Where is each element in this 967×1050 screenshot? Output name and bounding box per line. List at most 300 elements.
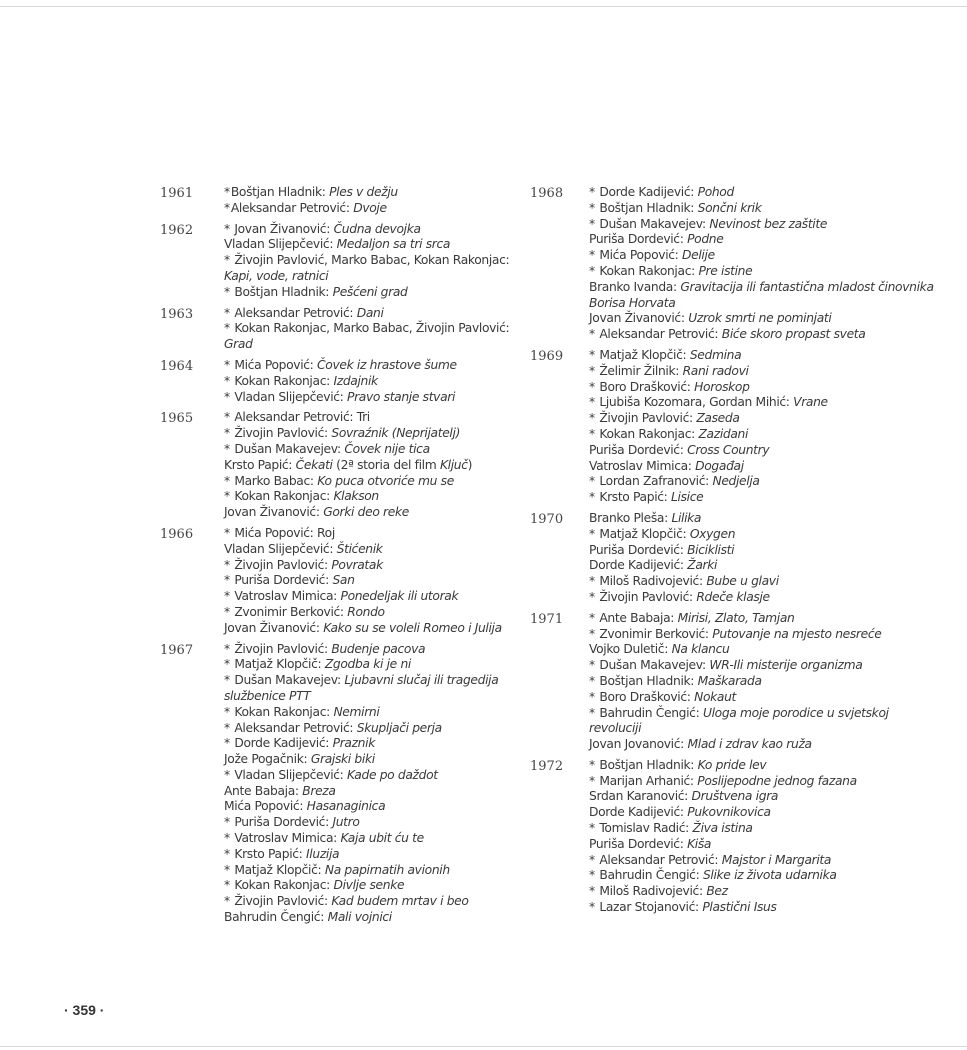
film-director: Vladan Slijepčević:: [234, 389, 348, 404]
film-entry: [589, 821, 934, 837]
film-title: Ples v dežju: [329, 185, 398, 199]
year-block: [530, 758, 940, 916]
film-entry: [224, 878, 524, 894]
film-director: Matjaž Klopčič:: [234, 657, 325, 672]
film-title: Horoskop: [694, 379, 750, 394]
film-director: Aleksandar Petrović:: [234, 720, 357, 735]
film-title: Čudna devojka: [333, 221, 421, 236]
film-title: Grad: [224, 337, 253, 352]
film-entry: [589, 411, 934, 427]
film-director: Boštjan Hladnik:: [599, 757, 698, 772]
premiere-marker: *: [224, 200, 230, 215]
film-title: Vrane: [793, 395, 828, 410]
film-entry: [589, 884, 934, 900]
film-entry: [589, 690, 934, 706]
film-entry: [589, 558, 934, 574]
film-title: Podne: [687, 232, 724, 247]
film-title: Hasanaginica: [306, 799, 386, 814]
film-director: Ljubiša Kozomara, Gordan Mihić:: [599, 395, 794, 410]
film-title: Divlje senke: [333, 878, 405, 893]
film-entry: [589, 658, 934, 674]
film-note: (2ª storia del film: [332, 457, 440, 472]
film-entry: [224, 237, 524, 253]
premiere-marker: *: [224, 720, 234, 735]
film-entry: [224, 657, 524, 673]
premiere-marker: *: [224, 815, 234, 830]
film-director: Kokan Rakonjac, Marko Babac, Živojin Pavlović:: [234, 321, 510, 336]
film-director: Želimir Žilnik:: [599, 363, 683, 378]
premiere-marker: *: [589, 610, 599, 625]
film-entry: [589, 327, 934, 343]
premiere-marker: *: [224, 357, 234, 372]
film-title: Čekati: [295, 457, 333, 472]
film-entries: [589, 348, 934, 506]
film-entry: [224, 505, 524, 521]
film-director: Bahrudin Čengić:: [599, 868, 703, 883]
film-director: Vatroslav Mimica:: [589, 458, 696, 473]
film-title: Događaj: [695, 458, 744, 473]
film-director: Krsto Papić:: [599, 490, 672, 505]
film-title: WR-Ili misterije organizma: [709, 658, 863, 673]
film-title: Kaja ubit ću te: [340, 831, 424, 846]
premiere-marker: *: [224, 641, 234, 656]
film-entry: [589, 774, 934, 790]
film-entry: [224, 410, 524, 426]
premiere-marker: *: [224, 657, 234, 672]
film-entries: [589, 758, 934, 916]
film-entry: [224, 426, 524, 442]
film-director: Vladan Slijepčević:: [234, 767, 348, 782]
film-entry: [589, 201, 934, 217]
film-title: Slike iz života udarnika: [702, 868, 837, 883]
premiere-marker: *: [224, 253, 234, 268]
film-director: Kokan Rakonjac:: [234, 878, 334, 893]
film-director: Kokan Rakonjac:: [234, 373, 334, 388]
film-entry: [224, 390, 524, 406]
year-label: 1970: [530, 511, 564, 527]
film-director: Puriša Dordević:: [234, 815, 333, 830]
year-label: 1972: [530, 758, 564, 774]
film-entry: [589, 248, 934, 264]
film-entry: [224, 589, 524, 605]
film-entries: [589, 185, 934, 343]
film-title: Ko puca otvoriće mu se: [317, 473, 454, 488]
film-entry: [224, 489, 524, 505]
film-title: Zgodba ki je ni: [324, 657, 411, 672]
film-director: Živojin Pavlović:: [234, 557, 332, 572]
year-block: [530, 348, 940, 506]
film-title: Pešćeni grad: [332, 284, 408, 299]
film-director: Vojko Duletič:: [589, 642, 672, 657]
year-label: 1966: [160, 526, 194, 542]
premiere-marker: *: [589, 689, 599, 704]
film-entry: [224, 253, 524, 285]
film-entry: [589, 900, 934, 916]
premiere-marker: *: [589, 673, 599, 688]
film-entry: [224, 673, 524, 705]
film-title: Mali vojnici: [327, 910, 392, 925]
premiere-marker: *: [589, 379, 599, 394]
film-title: Na papirnatih avionih: [324, 862, 450, 877]
film-entry: [589, 590, 934, 606]
film-director: Živojin Pavlović:: [234, 426, 332, 441]
year-label: 1968: [530, 186, 564, 201]
film-title: San: [332, 573, 355, 588]
film-title: Živa istina: [692, 821, 753, 836]
film-director: Dušan Makavejev:: [234, 673, 345, 688]
film-title: Zaseda: [696, 411, 740, 426]
premiere-marker: *: [224, 389, 234, 404]
film-entry: [589, 642, 934, 658]
film-director: Branko Ivanda:: [589, 279, 681, 294]
film-entry: [224, 831, 524, 847]
film-entry: [224, 558, 524, 574]
film-title: Ko pride lev: [697, 757, 767, 772]
film-director: Matjaž Klopčič:: [599, 526, 690, 541]
film-title: Cross Country: [687, 442, 770, 457]
film-director: Dorde Kadijević:: [234, 736, 333, 751]
year-block: [160, 306, 530, 353]
film-entry: [224, 605, 524, 621]
film-director: Puriša Dordević:: [589, 232, 688, 247]
film-director: Kokan Rakonjac:: [234, 704, 334, 719]
film-title: Plastični Isus: [702, 900, 777, 915]
premiere-marker: *: [589, 185, 599, 199]
premiere-marker: *: [224, 589, 234, 604]
film-entry: [589, 427, 934, 443]
film-director: Miloš Radivojević:: [599, 884, 707, 899]
bottom-rule: [0, 1046, 967, 1047]
film-title: Nokaut: [694, 689, 737, 704]
film-director: Vladan Slijepčević:: [224, 541, 337, 556]
film-entry: [589, 853, 934, 869]
film-title: Kad budem mrtav i beo: [331, 894, 469, 909]
film-title: Žarki: [687, 558, 718, 573]
film-entry: [589, 805, 934, 821]
film-entry: [224, 285, 524, 301]
film-director: Boštjan Hladnik:: [234, 284, 333, 299]
film-title: Dani: [356, 305, 384, 320]
film-director: Boštjan Hladnik:: [599, 673, 698, 688]
filmography-left-column: [160, 185, 530, 931]
film-title: Maškarada: [697, 673, 762, 688]
film-director: Kokan Rakonjac:: [234, 489, 334, 504]
film-entry: [224, 784, 524, 800]
film-title: Društvena igra: [691, 789, 779, 804]
film-director: Aleksandar Petrović:: [599, 852, 722, 867]
premiere-marker: *: [589, 327, 599, 342]
premiere-marker: *: [224, 185, 230, 199]
premiere-marker: *: [224, 305, 234, 320]
film-entry: [589, 706, 934, 738]
film-title: Mirisi, Zlato, Tamjan: [677, 610, 795, 625]
film-director: Mića Popović: Roj: [234, 525, 335, 540]
film-title: Nevinost bez zaštite: [709, 216, 828, 231]
film-director: Dorde Kadijević:: [599, 185, 698, 199]
film-entries: [224, 358, 524, 405]
film-entries: [224, 306, 524, 353]
premiere-marker: *: [589, 347, 599, 362]
film-title: Čovek iz hrastove šume: [317, 357, 457, 372]
premiere-marker: *: [224, 525, 234, 540]
film-director: Mića Popović:: [234, 357, 318, 372]
premiere-marker: *: [224, 489, 234, 504]
film-director: Vatroslav Mimica:: [234, 831, 341, 846]
year-block: [530, 185, 940, 343]
film-director: Vatroslav Mimica:: [234, 589, 341, 604]
premiere-marker: *: [589, 589, 599, 604]
film-entry: [589, 543, 934, 559]
film-entry: [224, 863, 524, 879]
premiere-marker: *: [589, 474, 599, 489]
film-director: Puriša Dordević:: [589, 542, 688, 557]
film-entry: [589, 789, 934, 805]
film-title: Ljubavni slučaj ili tragedija službenice PTT: [224, 673, 499, 703]
premiere-marker: *: [589, 900, 599, 915]
year-label: 1962: [160, 222, 194, 238]
film-entries: [224, 526, 524, 637]
film-title: Štićenik: [336, 541, 383, 556]
film-entry: [224, 321, 524, 353]
film-entry: [224, 621, 524, 637]
premiere-marker: *: [589, 626, 599, 641]
film-title: Mlad i zdrav kao ruža: [687, 737, 812, 752]
premiere-marker: *: [224, 284, 234, 299]
premiere-marker: *: [589, 248, 599, 263]
film-director: Dušan Makavejev:: [234, 441, 345, 456]
film-title: Breza: [302, 783, 336, 798]
film-title: Praznik: [332, 736, 375, 751]
year-block: [160, 410, 530, 521]
film-entry: [589, 443, 934, 459]
film-entry: [589, 185, 934, 201]
film-director: Zvonimir Berković:: [234, 604, 348, 619]
film-entries: [224, 410, 524, 521]
premiere-marker: *: [589, 757, 599, 772]
year-block: [160, 526, 530, 637]
film-director: Lordan Zafranović:: [599, 474, 713, 489]
year-label: 1967: [160, 642, 194, 658]
film-director: Ante Babaja:: [224, 783, 303, 798]
film-title: Gorki deo reke: [323, 505, 409, 520]
film-director: Jovan Živanović:: [224, 620, 324, 635]
film-entry: [589, 395, 934, 411]
film-entry: [224, 910, 524, 926]
page-number: · 359 ·: [64, 1002, 105, 1018]
film-entry: [589, 280, 934, 312]
film-entry: [589, 380, 934, 396]
film-director: Živojin Pavlović, Marko Babac, Kokan Rakonjac:: [234, 253, 510, 268]
year-label: 1963: [160, 306, 194, 322]
film-entry: [589, 348, 934, 364]
film-title: Bez: [706, 884, 728, 899]
film-director: Jovan Živanović:: [224, 505, 324, 520]
film-title: Iluzija: [306, 846, 340, 861]
film-entry: [224, 526, 524, 542]
premiere-marker: *: [589, 705, 599, 720]
film-entry: [224, 736, 524, 752]
year-label: 1971: [530, 611, 564, 627]
film-entry: [224, 847, 524, 863]
film-entry: [589, 232, 934, 248]
premiere-marker: *: [589, 363, 599, 378]
film-director: Zvonimir Berković:: [599, 626, 713, 641]
premiere-marker: *: [589, 526, 599, 541]
film-director: Lazar Stojanović:: [599, 900, 703, 915]
film-title: Putovanje na mjesto nesreće: [712, 626, 882, 641]
film-entry: [224, 474, 524, 490]
film-director: Marijan Arhanić:: [599, 773, 698, 788]
film-director: Puriša Dordević:: [234, 573, 333, 588]
film-entry: [224, 815, 524, 831]
film-title: Bube u glavi: [706, 574, 779, 589]
premiere-marker: *: [589, 884, 599, 899]
film-entry: [589, 527, 934, 543]
year-label: 1969: [530, 348, 564, 364]
film-title: Majstor i Margarita: [721, 852, 832, 867]
film-entry: [589, 217, 934, 233]
film-director: Boštjan Hladnik:: [230, 185, 330, 199]
film-director: Mića Popović:: [599, 248, 683, 263]
film-director: Jože Pogačnik:: [224, 752, 311, 767]
film-entry: [589, 474, 934, 490]
film-title: Dvoje: [353, 200, 387, 215]
film-director: Aleksandar Petrović:: [234, 305, 357, 320]
year-block: [160, 185, 530, 217]
film-entry: [589, 490, 934, 506]
film-director: Boro Drašković:: [599, 379, 695, 394]
premiere-marker: *: [224, 673, 234, 688]
film-entry: [589, 627, 934, 643]
premiere-marker: *: [224, 767, 234, 782]
premiere-marker: *: [589, 411, 599, 426]
film-director: Dorde Kadijević:: [589, 558, 688, 573]
film-director: Aleksandar Petrović:: [230, 200, 354, 215]
film-title: Oxygen: [689, 526, 736, 541]
film-title: Lilika: [671, 510, 702, 525]
film-title: Klakson: [333, 489, 379, 504]
year-label: 1965: [160, 411, 194, 427]
premiere-marker: *: [224, 373, 234, 388]
premiere-marker: *: [589, 773, 599, 788]
film-director: Bahrudin Čengić:: [224, 910, 328, 925]
film-title: Zazidani: [698, 426, 749, 441]
film-entry: [224, 642, 524, 658]
premiere-marker: *: [224, 846, 234, 861]
film-director: Živojin Pavlović:: [599, 589, 697, 604]
film-entry: [589, 311, 934, 327]
film-entry: [224, 894, 524, 910]
film-director: Marko Babac:: [234, 473, 318, 488]
film-title: Nedjelja: [712, 474, 760, 489]
premiere-marker: *: [224, 604, 234, 619]
year-block: [160, 222, 530, 301]
film-title: Rondo: [347, 604, 385, 619]
film-title: Gravitacija ili fantastična mladost činovnika Borisa Horvata: [589, 279, 934, 310]
film-title: Izdajnik: [333, 373, 378, 388]
film-title: Rani radovi: [682, 363, 749, 378]
film-entries: [224, 185, 524, 217]
film-director: Kokan Rakonjac:: [599, 263, 699, 278]
top-rule: [0, 6, 967, 7]
film-title: Kako su se voleli Romeo i Julija: [323, 620, 502, 635]
film-title: Pravo stanje stvari: [347, 389, 456, 404]
film-title: Delije: [682, 248, 715, 263]
premiere-marker: *: [224, 441, 234, 456]
film-director: Boro Drašković:: [599, 689, 695, 704]
film-entry: [224, 185, 524, 201]
premiere-marker: *: [224, 426, 234, 441]
year-label: 1964: [160, 358, 194, 374]
film-entry: [589, 611, 934, 627]
film-director: Dorde Kadijević:: [589, 805, 688, 820]
film-entry: [589, 459, 934, 475]
film-entry: [224, 705, 524, 721]
film-director: Krsto Papić:: [234, 846, 307, 861]
film-title: Sovraźnik (Neprijatelj): [331, 426, 461, 441]
film-entry: [224, 442, 524, 458]
premiere-marker: *: [589, 200, 599, 215]
film-director: Matjaž Klopčič:: [234, 862, 325, 877]
film-director: Vladan Slijepčević:: [224, 237, 337, 252]
film-director: Boštjan Hladnik:: [599, 200, 698, 215]
film-director: Aleksandar Petrović:: [599, 327, 722, 342]
film-entries: [589, 511, 934, 606]
premiere-marker: *: [224, 557, 234, 572]
film-director: Jovan Živanović:: [589, 311, 689, 326]
year-label: 1961: [160, 186, 194, 201]
film-title: Na klancu: [671, 642, 730, 657]
film-director: Živojin Pavlović:: [599, 411, 697, 426]
premiere-marker: *: [589, 574, 599, 589]
premiere-marker: *: [224, 410, 234, 425]
film-title: Nemirni: [333, 704, 380, 719]
film-title: Kade po daždot: [347, 767, 438, 782]
film-entry: [589, 837, 934, 853]
premiere-marker: *: [589, 263, 599, 278]
film-entry: [224, 458, 524, 474]
film-director: Puriša Dordević:: [589, 442, 688, 457]
premiere-marker: *: [589, 821, 599, 836]
premiere-marker: *: [589, 852, 599, 867]
film-director: Bahrudin Čengić:: [599, 705, 703, 720]
film-entry: [589, 868, 934, 884]
film-director: Tomislav Radić:: [599, 821, 693, 836]
premiere-marker: *: [224, 831, 234, 846]
film-director: Ante Babaja:: [599, 610, 678, 625]
film-title: Pohod: [697, 185, 734, 199]
film-title: Uzrok smrti ne pominjati: [688, 311, 832, 326]
film-director: Mića Popović:: [224, 799, 307, 814]
film-title: Čovek nije tica: [344, 441, 430, 456]
film-title: Biciklisti: [687, 542, 735, 557]
film-director: Jovan Jovanović:: [589, 737, 688, 752]
film-director: Jovan Živanović:: [234, 221, 334, 236]
film-director: Branko Pleša:: [589, 510, 672, 525]
film-entry: [224, 201, 524, 217]
film-entry: [589, 364, 934, 380]
film-title: Pre istine: [698, 263, 753, 278]
film-entries: [589, 611, 934, 753]
film-director: Kokan Rakonjac:: [599, 426, 699, 441]
film-title-secondary: Ključ: [439, 457, 468, 472]
film-entry: [224, 374, 524, 390]
film-entry: [589, 264, 934, 280]
year-block: [530, 511, 940, 606]
premiere-marker: *: [589, 868, 599, 883]
film-entry: [224, 752, 524, 768]
premiere-marker: *: [224, 573, 234, 588]
